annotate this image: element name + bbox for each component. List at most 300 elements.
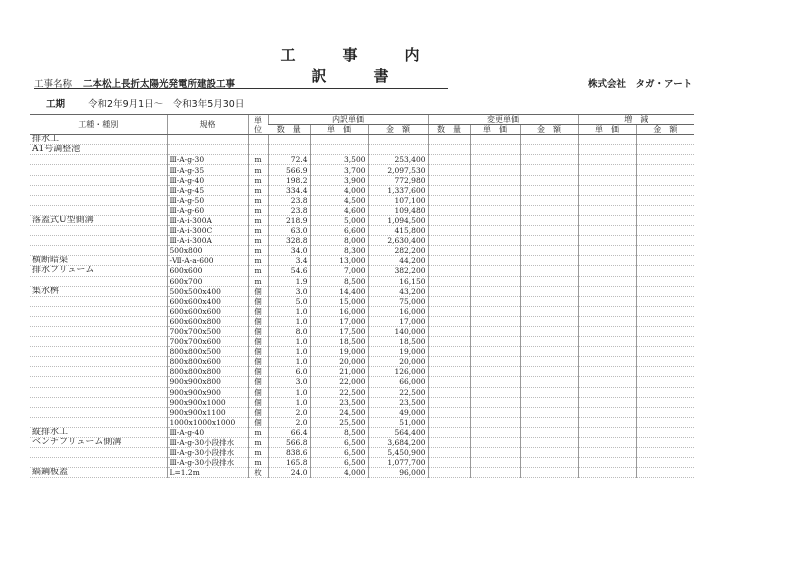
- header-unit: 単位: [248, 115, 268, 135]
- empty-cell: [428, 135, 470, 145]
- table-row: [30, 286, 694, 296]
- empty-cell: [520, 357, 578, 367]
- row-spec: Ⅲ-A-g-40: [167, 427, 248, 437]
- row-unit: 個: [248, 306, 268, 316]
- row-amount: 19,000: [368, 347, 428, 357]
- row-spec: Ⅲ-A-g-40: [167, 175, 248, 185]
- row-unit: m: [248, 236, 268, 246]
- empty-cell: [428, 145, 470, 155]
- row-spec: Ⅲ-A-g-35: [167, 165, 248, 175]
- table-row: [30, 326, 694, 336]
- row-price: 4,000: [310, 468, 368, 478]
- row-category: [30, 276, 167, 286]
- empty-cell: [428, 397, 470, 407]
- row-spec: Ⅲ-A-g-30: [167, 155, 248, 165]
- row-amount: 43,200: [368, 286, 428, 296]
- row-amount: 44,200: [368, 256, 428, 266]
- row-unit: m: [248, 165, 268, 175]
- empty-cell: [578, 236, 636, 246]
- empty-cell: [428, 205, 470, 215]
- table-row: [30, 175, 694, 185]
- empty-cell: [470, 205, 520, 215]
- empty-cell: [428, 226, 470, 236]
- table-row: [30, 367, 694, 377]
- empty-cell: [428, 246, 470, 256]
- row-qty: 72.4: [268, 155, 310, 165]
- row-amount: 1,077,700: [368, 458, 428, 468]
- header-price: 単 価: [310, 125, 368, 135]
- row-price: 3,900: [310, 175, 368, 185]
- row-category: 落蓋式U型側溝: [30, 215, 167, 225]
- row-category: A1号調整池: [30, 145, 167, 155]
- empty-cell: [636, 256, 694, 266]
- row-spec: 600x600x400: [167, 296, 248, 306]
- row-amount: 109,480: [368, 205, 428, 215]
- row-price: 6,500: [310, 438, 368, 448]
- empty-cell: [636, 205, 694, 215]
- row-amount: 772,980: [368, 175, 428, 185]
- row-qty: 1.0: [268, 337, 310, 347]
- row-category: [30, 226, 167, 236]
- empty-cell: [428, 296, 470, 306]
- empty-cell: [428, 256, 470, 266]
- empty-cell: [636, 195, 694, 205]
- row-unit: [248, 135, 268, 145]
- row-price: 21,000: [310, 367, 368, 377]
- empty-cell: [578, 266, 636, 276]
- empty-cell: [578, 135, 636, 145]
- row-price: 23,500: [310, 397, 368, 407]
- header-change-price: 変更単価: [428, 115, 578, 125]
- row-spec: [167, 145, 248, 155]
- empty-cell: [470, 155, 520, 165]
- row-amount: [368, 145, 428, 155]
- company-name: 株式会社 タガ・アート: [588, 79, 693, 90]
- empty-cell: [578, 458, 636, 468]
- row-amount: 16,150: [368, 276, 428, 286]
- row-qty: [268, 145, 310, 155]
- row-spec: 800x800x500: [167, 347, 248, 357]
- empty-cell: [470, 286, 520, 296]
- empty-cell: [520, 155, 578, 165]
- table-row: [30, 337, 694, 347]
- row-spec: [167, 135, 248, 145]
- row-price: 8,500: [310, 276, 368, 286]
- row-price: 17,000: [310, 316, 368, 326]
- empty-cell: [470, 458, 520, 468]
- table-row: [30, 306, 694, 316]
- empty-cell: [520, 377, 578, 387]
- row-price: 7,000: [310, 266, 368, 276]
- empty-cell: [428, 367, 470, 377]
- empty-cell: [428, 316, 470, 326]
- row-price: 4,000: [310, 185, 368, 195]
- row-qty: 3.4: [268, 256, 310, 266]
- row-price: 6,600: [310, 226, 368, 236]
- row-amount: 253,400: [368, 155, 428, 165]
- row-price: 3,500: [310, 155, 368, 165]
- row-qty: 23.8: [268, 195, 310, 205]
- empty-cell: [578, 296, 636, 306]
- period-label: 工期: [46, 99, 66, 110]
- table-row: [30, 246, 694, 256]
- row-category: [30, 377, 167, 387]
- row-amount: 23,500: [368, 397, 428, 407]
- row-amount: 2,630,400: [368, 236, 428, 246]
- table-row: [30, 215, 694, 225]
- row-qty: [268, 135, 310, 145]
- empty-cell: [578, 357, 636, 367]
- empty-cell: [636, 165, 694, 175]
- empty-cell: [520, 215, 578, 225]
- row-qty: 198.2: [268, 175, 310, 185]
- empty-cell: [428, 347, 470, 357]
- row-spec: 600x600x800: [167, 316, 248, 326]
- row-price: 13,000: [310, 256, 368, 266]
- empty-cell: [578, 367, 636, 377]
- row-amount: 17,000: [368, 316, 428, 326]
- table-row: [30, 387, 694, 397]
- empty-cell: [470, 367, 520, 377]
- empty-cell: [578, 397, 636, 407]
- empty-cell: [470, 407, 520, 417]
- empty-cell: [428, 387, 470, 397]
- empty-cell: [578, 427, 636, 437]
- row-unit: 個: [248, 296, 268, 306]
- row-amount: 107,100: [368, 195, 428, 205]
- empty-cell: [520, 306, 578, 316]
- row-unit: 個: [248, 337, 268, 347]
- row-qty: 1.0: [268, 316, 310, 326]
- empty-cell: [636, 377, 694, 387]
- row-price: 6,500: [310, 448, 368, 458]
- row-qty: 838.6: [268, 448, 310, 458]
- row-qty: 218.9: [268, 215, 310, 225]
- empty-cell: [520, 468, 578, 478]
- table-row: [30, 205, 694, 215]
- row-unit: m: [248, 185, 268, 195]
- table-row: [30, 195, 694, 205]
- row-spec: 900x900x1100: [167, 407, 248, 417]
- empty-cell: [636, 407, 694, 417]
- header-amount: 金 額: [368, 125, 428, 135]
- empty-cell: [470, 468, 520, 478]
- row-spec: L=1.2m: [167, 468, 248, 478]
- row-price: 17,500: [310, 326, 368, 336]
- row-qty: 1.0: [268, 347, 310, 357]
- empty-cell: [520, 195, 578, 205]
- empty-cell: [578, 468, 636, 478]
- row-price: 20,000: [310, 357, 368, 367]
- row-qty: 566.9: [268, 165, 310, 175]
- table-row: [30, 357, 694, 367]
- row-spec: Ⅲ-A-g-30小段排水: [167, 438, 248, 448]
- row-unit: 枚: [248, 468, 268, 478]
- empty-cell: [428, 185, 470, 195]
- empty-cell: [636, 135, 694, 145]
- row-qty: 3.0: [268, 377, 310, 387]
- empty-cell: [636, 468, 694, 478]
- header-change-price-col: 単 価: [470, 125, 520, 135]
- row-qty: 66.4: [268, 427, 310, 437]
- empty-cell: [428, 165, 470, 175]
- empty-cell: [470, 347, 520, 357]
- row-amount: 140,000: [368, 326, 428, 336]
- empty-cell: [520, 347, 578, 357]
- row-spec: Ⅲ-A-i-300A: [167, 236, 248, 246]
- row-spec: -Ⅶ-A-a-600: [167, 256, 248, 266]
- empty-cell: [520, 165, 578, 175]
- row-qty: 165.8: [268, 458, 310, 468]
- row-spec: 800x800x600: [167, 357, 248, 367]
- row-amount: 5,450,900: [368, 448, 428, 458]
- empty-cell: [428, 377, 470, 387]
- row-category: [30, 155, 167, 165]
- empty-cell: [470, 377, 520, 387]
- empty-cell: [636, 438, 694, 448]
- row-category: [30, 246, 167, 256]
- empty-cell: [520, 337, 578, 347]
- empty-cell: [578, 377, 636, 387]
- table-row: [30, 266, 694, 276]
- empty-cell: [578, 326, 636, 336]
- row-unit: 個: [248, 407, 268, 417]
- empty-cell: [578, 387, 636, 397]
- empty-cell: [578, 347, 636, 357]
- empty-cell: [520, 175, 578, 185]
- empty-cell: [428, 266, 470, 276]
- empty-cell: [578, 417, 636, 427]
- empty-cell: [470, 266, 520, 276]
- empty-cell: [428, 448, 470, 458]
- row-spec: Ⅲ-A-g-30小段排水: [167, 448, 248, 458]
- row-price: 8,000: [310, 236, 368, 246]
- row-category: 集水桝: [30, 286, 167, 296]
- row-amount: 415,800: [368, 226, 428, 236]
- row-price: 3,700: [310, 165, 368, 175]
- empty-cell: [470, 397, 520, 407]
- row-unit: [248, 145, 268, 155]
- empty-cell: [636, 286, 694, 296]
- empty-cell: [636, 236, 694, 246]
- row-price: 4,600: [310, 205, 368, 215]
- empty-cell: [578, 155, 636, 165]
- empty-cell: [428, 276, 470, 286]
- empty-cell: [636, 175, 694, 185]
- row-unit: m: [248, 256, 268, 266]
- empty-cell: [520, 236, 578, 246]
- row-price: 18,500: [310, 337, 368, 347]
- empty-cell: [578, 195, 636, 205]
- empty-cell: [520, 448, 578, 458]
- row-amount: 22,500: [368, 387, 428, 397]
- row-category: 横断暗渠: [30, 256, 167, 266]
- row-spec: Ⅲ-A-g-30小段排水: [167, 458, 248, 468]
- row-price: 6,500: [310, 458, 368, 468]
- row-qty: 1.0: [268, 387, 310, 397]
- row-unit: 個: [248, 347, 268, 357]
- table-row: [30, 155, 694, 165]
- table-row: [30, 236, 694, 246]
- table-row: [30, 448, 694, 458]
- header-change-amount: 金 額: [520, 125, 578, 135]
- empty-cell: [636, 397, 694, 407]
- empty-cell: [578, 337, 636, 347]
- empty-cell: [470, 417, 520, 427]
- row-unit: m: [248, 427, 268, 437]
- row-spec: 500x800: [167, 246, 248, 256]
- empty-cell: [470, 448, 520, 458]
- empty-cell: [520, 246, 578, 256]
- row-amount: 75,000: [368, 296, 428, 306]
- row-spec: Ⅲ-A-i-300A: [167, 215, 248, 225]
- header-kind: 工種・種別: [30, 115, 167, 135]
- row-qty: 2.0: [268, 407, 310, 417]
- row-category: [30, 326, 167, 336]
- row-qty: 1.0: [268, 397, 310, 407]
- header-delta-amount: 金 額: [636, 125, 694, 135]
- empty-cell: [470, 256, 520, 266]
- empty-cell: [520, 145, 578, 155]
- row-spec: Ⅲ-A-i-300C: [167, 226, 248, 236]
- empty-cell: [636, 347, 694, 357]
- row-qty: 6.0: [268, 367, 310, 377]
- row-unit: m: [248, 205, 268, 215]
- row-category: [30, 306, 167, 316]
- table-row: [30, 256, 694, 266]
- empty-cell: [470, 145, 520, 155]
- empty-cell: [520, 387, 578, 397]
- empty-cell: [428, 155, 470, 165]
- empty-cell: [520, 397, 578, 407]
- empty-cell: [470, 185, 520, 195]
- empty-cell: [470, 427, 520, 437]
- empty-cell: [470, 357, 520, 367]
- empty-cell: [470, 306, 520, 316]
- row-unit: 個: [248, 357, 268, 367]
- empty-cell: [428, 286, 470, 296]
- empty-cell: [578, 276, 636, 286]
- row-qty: 1.0: [268, 357, 310, 367]
- empty-cell: [636, 326, 694, 336]
- row-category: [30, 458, 167, 468]
- row-unit: 個: [248, 316, 268, 326]
- table-row: [30, 276, 694, 286]
- empty-cell: [428, 337, 470, 347]
- empty-cell: [470, 246, 520, 256]
- row-qty: 54.6: [268, 266, 310, 276]
- row-category: 縦排水工: [30, 427, 167, 437]
- row-price: 8,300: [310, 246, 368, 256]
- empty-cell: [428, 175, 470, 185]
- breakdown-table: [30, 114, 694, 478]
- row-unit: 個: [248, 397, 268, 407]
- row-qty: 1.9: [268, 276, 310, 286]
- empty-cell: [636, 215, 694, 225]
- row-amount: 49,000: [368, 407, 428, 417]
- empty-cell: [578, 316, 636, 326]
- empty-cell: [520, 226, 578, 236]
- row-spec: Ⅲ-A-g-60: [167, 205, 248, 215]
- empty-cell: [578, 256, 636, 266]
- row-price: 24,500: [310, 407, 368, 417]
- row-spec: 800x800x800: [167, 367, 248, 377]
- row-category: [30, 357, 167, 367]
- row-category: [30, 175, 167, 185]
- row-amount: 18,500: [368, 337, 428, 347]
- row-amount: 1,337,600: [368, 185, 428, 195]
- row-unit: 個: [248, 326, 268, 336]
- empty-cell: [470, 165, 520, 175]
- empty-cell: [578, 145, 636, 155]
- table-row: [30, 226, 694, 236]
- empty-cell: [636, 427, 694, 437]
- row-category: [30, 337, 167, 347]
- row-spec: Ⅲ-A-g-45: [167, 185, 248, 195]
- row-spec: 500x500x400: [167, 286, 248, 296]
- empty-cell: [636, 387, 694, 397]
- empty-cell: [520, 438, 578, 448]
- row-unit: m: [248, 226, 268, 236]
- row-unit: m: [248, 276, 268, 286]
- table-row: [30, 377, 694, 387]
- row-unit: 個: [248, 286, 268, 296]
- empty-cell: [636, 357, 694, 367]
- row-amount: 51,000: [368, 417, 428, 427]
- table-row: [30, 316, 694, 326]
- header-internal-price: 内訳単価: [268, 115, 428, 125]
- empty-cell: [470, 175, 520, 185]
- row-spec: Ⅲ-A-g-50: [167, 195, 248, 205]
- empty-cell: [470, 337, 520, 347]
- table-row: [30, 438, 694, 448]
- header-spec: 規格: [167, 115, 248, 135]
- empty-cell: [520, 296, 578, 306]
- empty-cell: [520, 367, 578, 377]
- page-title: 工 事 内 訳 書: [268, 44, 448, 89]
- period-value: 令和2年9月1日～ 令和3年5月30日: [88, 99, 245, 110]
- row-category: [30, 417, 167, 427]
- table-row: [30, 417, 694, 427]
- row-qty: 566.8: [268, 438, 310, 448]
- empty-cell: [578, 246, 636, 256]
- row-category: [30, 195, 167, 205]
- row-spec: 600x600: [167, 266, 248, 276]
- row-price: 8,500: [310, 427, 368, 437]
- row-price: 14,400: [310, 286, 368, 296]
- empty-cell: [520, 205, 578, 215]
- row-category: [30, 448, 167, 458]
- row-unit: m: [248, 175, 268, 185]
- empty-cell: [520, 417, 578, 427]
- empty-cell: [428, 468, 470, 478]
- header-delta: 増 減: [578, 115, 694, 125]
- row-unit: m: [248, 215, 268, 225]
- row-category: 縞鋼板蓋: [30, 468, 167, 478]
- row-spec: 900x900x800: [167, 377, 248, 387]
- empty-cell: [520, 458, 578, 468]
- empty-cell: [428, 326, 470, 336]
- empty-cell: [578, 205, 636, 215]
- row-category: [30, 165, 167, 175]
- row-amount: 20,000: [368, 357, 428, 367]
- row-category: [30, 387, 167, 397]
- row-amount: [368, 135, 428, 145]
- row-price: [310, 135, 368, 145]
- empty-cell: [578, 306, 636, 316]
- row-category: [30, 185, 167, 195]
- empty-cell: [520, 185, 578, 195]
